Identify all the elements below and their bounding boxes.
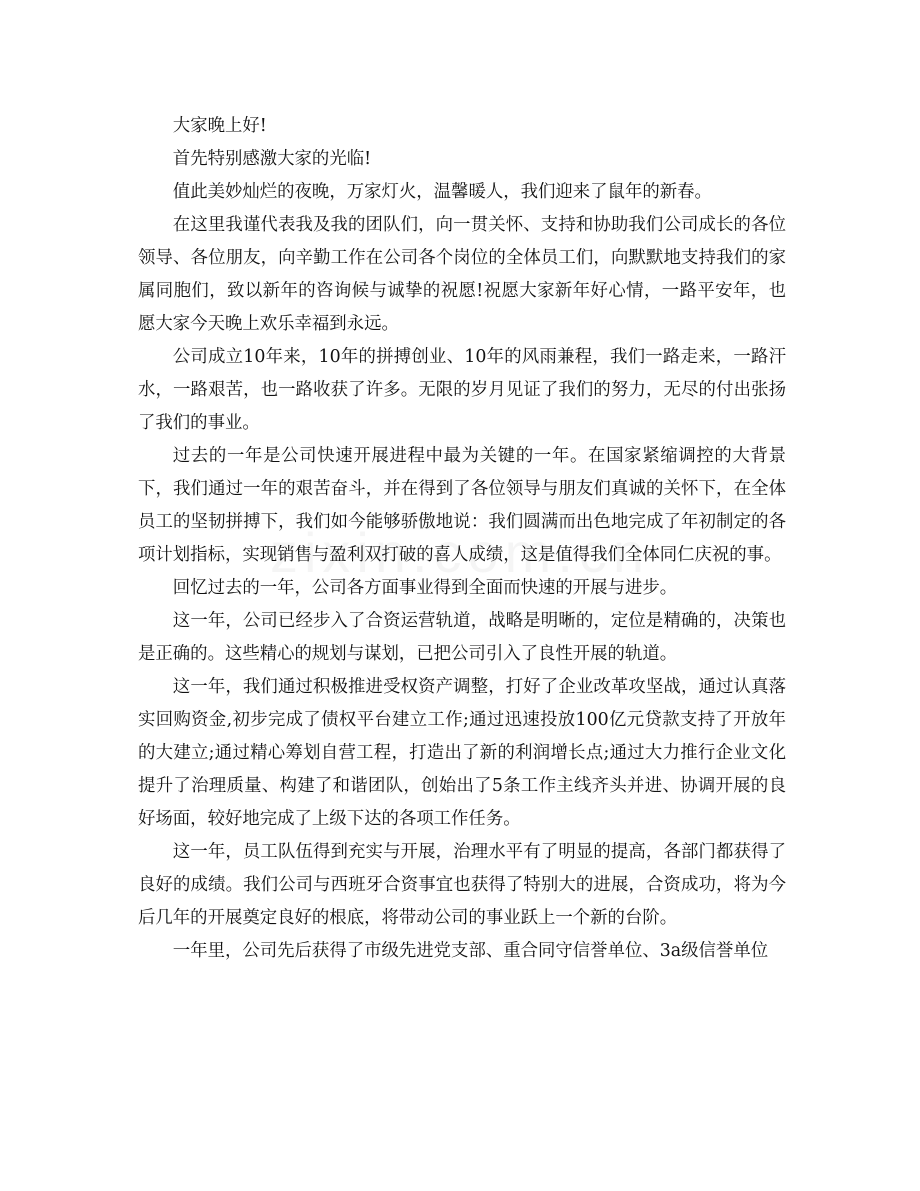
- paragraph-joint-venture: 这一年，公司已经步入了合资运营轨道，战略是明晰的，定位是精确的，决策也是正确的。这些精心的规划与谋划，已把公司引入了良性开展的轨道。: [138, 611, 786, 664]
- document-body: [138, 110, 786, 968]
- paragraph-staff: 这一年，员工队伍得到充实与开展，治理水平有了明显的提高，各部门都获得了良好的成绩。我们公司与西班牙合资事宜也获得了特别大的进展，合资成功，将为今后几年的开展奠定良好的根底，将带动公司的事业跃上一个新的台阶。: [138, 842, 786, 928]
- paragraph-thanks: 首先特别感激大家的光临!: [172, 149, 372, 169]
- paragraph-ten-years: 公司成立10年来，10年的拼搏创业、10年的风雨兼程，我们一路走来，一路汗水，一路艰苦，也一路收获了许多。无限的岁月见证了我们的努力，无尽的付出张扬了我们的事业。: [138, 347, 786, 433]
- paragraph-reform: 这一年，我们通过积极推进受权资产调整，打好了企业改革攻坚战，通过认真落实回购资金,初步完成了债权平台建立工作;通过迅速投放100亿元贷款支持了开放年的大建立;通过精心筹划自营工程，打造出了新的利润增长点;通过大力推行企业文化提升了治理质量、构建了和谐团队，创始出了5条工作主线齐头并进、协调开展的良好场面，较好地完成了上级下达的各项工作任务。: [138, 677, 786, 829]
- paragraph-review: 回忆过去的一年，公司各方面事业得到全面而快速的开展与进步。: [172, 578, 678, 598]
- paragraph-greeting: 大家晚上好!: [172, 116, 267, 136]
- paragraph-honors: 一年里，公司先后获得了市级先进党支部、重合同守信誉单位、3a级信誉单位: [172, 941, 769, 961]
- paragraph-new-year: 值此美妙灿烂的夜晚，万家灯火，温馨暖人，我们迎来了鼠年的新春。: [172, 182, 712, 202]
- paragraph-wishes: 在这里我谨代表我及我的团队们，向一贯关怀、支持和协助我们公司成长的各位领导、各位朋友，向辛勤工作在公司各个岗位的全体员工们，向默默地支持我们的家属同胞们，致以新年的咨询候与诚挚的祝愿!祝愿大家新年好心情，一路平安年，也愿大家今天晚上欢乐幸福到永远。: [138, 215, 786, 334]
- paragraph-past-year: 过去的一年是公司快速开展进程中最为关键的一年。在国家紧缩调控的大背景下，我们通过一年的艰苦奋斗，并在得到了各位领导与朋友们真诚的关怀下，在全体员工的坚韧拼搏下，我们如今能够骄傲地说：我们圆满而出色地完成了年初制定的各项计划指标，实现销售与盈利双打破的喜人成绩，这是值得我们全体同仁庆祝的事。: [138, 446, 786, 565]
